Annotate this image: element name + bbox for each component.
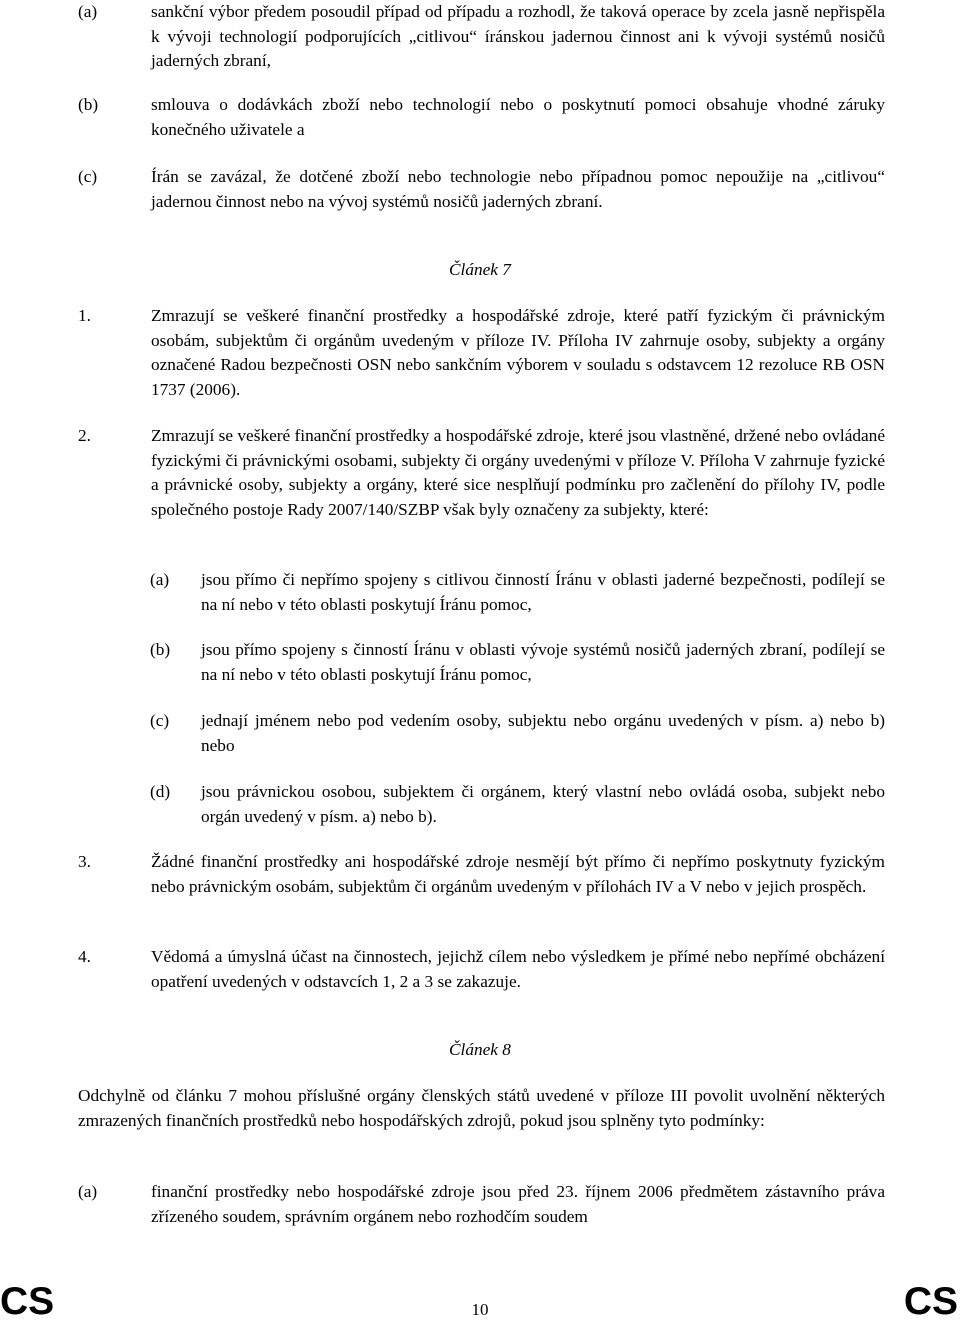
sub-item-label: (c)	[150, 711, 170, 730]
paragraph-number: 4.	[78, 947, 91, 966]
item-text: finanční prostředky nebo hospodářské zdroje jsou před 23. říjnem 2006 předmětem zástavního práva zřízeného soudem, správním orgánem nebo rozhodčím soudem	[151, 1182, 885, 1226]
item-text: smlouva o dodávkách zboží nebo technologií nebo o poskytnutí pomoci obsahuje vhodné záruky konečného uživatele a	[151, 95, 885, 139]
sub-item-text: jednají jménem nebo pod vedením osoby, subjektu nebo orgánu uvedených v písm. a) nebo b) nebo	[201, 711, 885, 755]
page-number: 10	[471, 1300, 489, 1319]
paragraph-text: Žádné finanční prostředky ani hospodářské zdroje nesmějí být přímo či nepřímo poskytnuty fyzickým nebo právnickým osobám, subjektům či orgánům uvedeným v přílohách IV a V nebo v jejich prospěch.	[151, 852, 885, 896]
paragraph-text: Vědomá a úmyslná účast na činnostech, jejichž cílem nebo výsledkem je přímé nebo nepřímé obcházení opatření uvedených v odstavcích 1, 2 a 3 se zakazuje.	[151, 947, 885, 991]
paragraph-text: Zmrazují se veškeré finanční prostředky a hospodářské zdroje, které jsou vlastněné, držené nebo ovládané fyzickými či právnickými osobami, subjekty či orgány uvedenými v příloze V. Příloha V zahrnuje fyzické a právnické osoby, subjekty a orgány, které sice nesplňují podmínku pro začlenění do přílohy IV, podle společného postoje Rady 2007/140/SZBP však byly označeny za subjekty, které:	[151, 426, 885, 519]
paragraph-text: Zmrazují se veškeré finanční prostředky a hospodářské zdroje, které patří fyzickým či právnickým osobám, subjektům či orgánům uvedeným v příloze IV. Příloha IV zahrnuje osoby, subjekty a orgány označené Radou bezpečnosti OSN nebo sankčním výborem v souladu s odstavcem 12 rezoluce RB OSN 1737 (2006).	[151, 306, 885, 399]
article-8-heading: Článek 8	[449, 1040, 511, 1059]
item-label: (a)	[78, 2, 98, 21]
item-text: Írán se zavázal, že dotčené zboží nebo technologie nebo případnou pomoc nepoužije na „citlivou“ jadernou činnost nebo na vývoj systémů nosičů jaderných zbraní.	[151, 167, 885, 211]
sub-item-label: (d)	[150, 782, 171, 801]
sub-item-text: jsou přímo spojeny s činností Íránu v oblasti vývoje systémů nosičů jaderných zbraní, podílejí se na ní nebo v této oblasti poskytují Íránu pomoc,	[201, 640, 885, 684]
paragraph-number: 2.	[78, 426, 91, 445]
item-text: sankční výbor předem posoudil případ od případu a rozhodl, že taková operace by zcela jasně nepřispěla k vývoji technologií podporujících „citlivou“ íránskou jadernou činnost ani k vývoji systémů nosičů jaderných zbraní,	[151, 2, 885, 71]
language-code-left: CS	[0, 1280, 55, 1323]
sub-item-label: (b)	[150, 640, 171, 659]
intro-text: Odchylně od článku 7 mohou příslušné orgány členských států uvedené v příloze III povolit uvolnění některých zmrazených finančních prostředků nebo hospodářských zdrojů, pokud jsou splněny tyto podmínky:	[78, 1086, 885, 1130]
sub-item-label: (a)	[150, 570, 170, 589]
item-label: (c)	[78, 167, 98, 186]
language-code-right: CS	[903, 1280, 958, 1323]
sub-item-text: jsou přímo či nepřímo spojeny s citlivou činností Íránu v oblasti jaderné bezpečnosti, podílejí se na ní nebo v této oblasti poskytují Íránu pomoc,	[201, 570, 885, 614]
paragraph-number: 3.	[78, 852, 91, 871]
paragraph-number: 1.	[78, 306, 91, 325]
sub-item-text: jsou právnickou osobou, subjektem či orgánem, který vlastní nebo ovládá osoba, subjekt nebo orgán uvedený v písm. a) nebo b).	[201, 782, 885, 826]
item-label: (a)	[78, 1182, 98, 1201]
item-label: (b)	[78, 95, 99, 114]
article-7-heading: Článek 7	[449, 260, 511, 279]
